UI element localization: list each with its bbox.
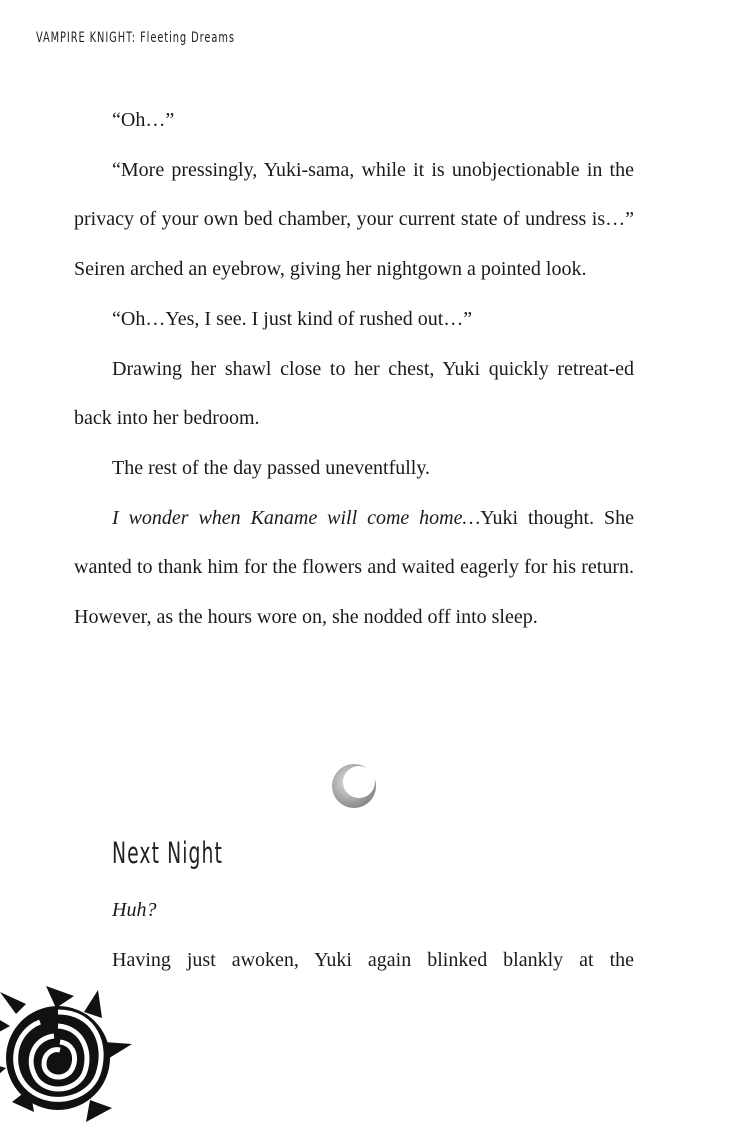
paragraph: “Oh…Yes, I see. I just kind of rushed out…” <box>112 307 473 330</box>
paragraph-rest: Yuki thought. She wanted to thank him for the flowers and waited eagerly for his return. However, as the hours wore on, she nodded off into sleep. <box>74 506 634 629</box>
crescent-moon-icon <box>330 762 378 810</box>
paragraph: “Oh…” <box>112 109 175 131</box>
paragraph: Having just awoken, Yuki again blinked blankly at the <box>112 948 634 971</box>
italic-thought: I wonder when Kaname will come home… <box>112 506 481 529</box>
running-head: VAMPIRE KNIGHT: Fleeting Dreams <box>36 30 235 46</box>
section-text <box>74 886 634 985</box>
section-heading: Next Night <box>112 836 223 870</box>
rose-icon <box>0 982 146 1132</box>
italic-thought: Huh? <box>112 899 157 921</box>
paragraph: Drawing her shawl close to her chest, Yuki quickly retreat-ed back into her bedroom. <box>74 357 634 430</box>
paragraph <box>74 494 634 643</box>
paragraph: The rest of the day passed uneventfully. <box>112 456 431 479</box>
paragraph: “More pressingly, Yuki-sama, while it is unobjectionable in the privacy of your own bed chamber, your current state of undress is…” Seiren arched an eyebrow, giving her nightgown a pointed look. <box>74 158 634 281</box>
paragraph <box>74 886 634 936</box>
body-text <box>74 96 634 643</box>
